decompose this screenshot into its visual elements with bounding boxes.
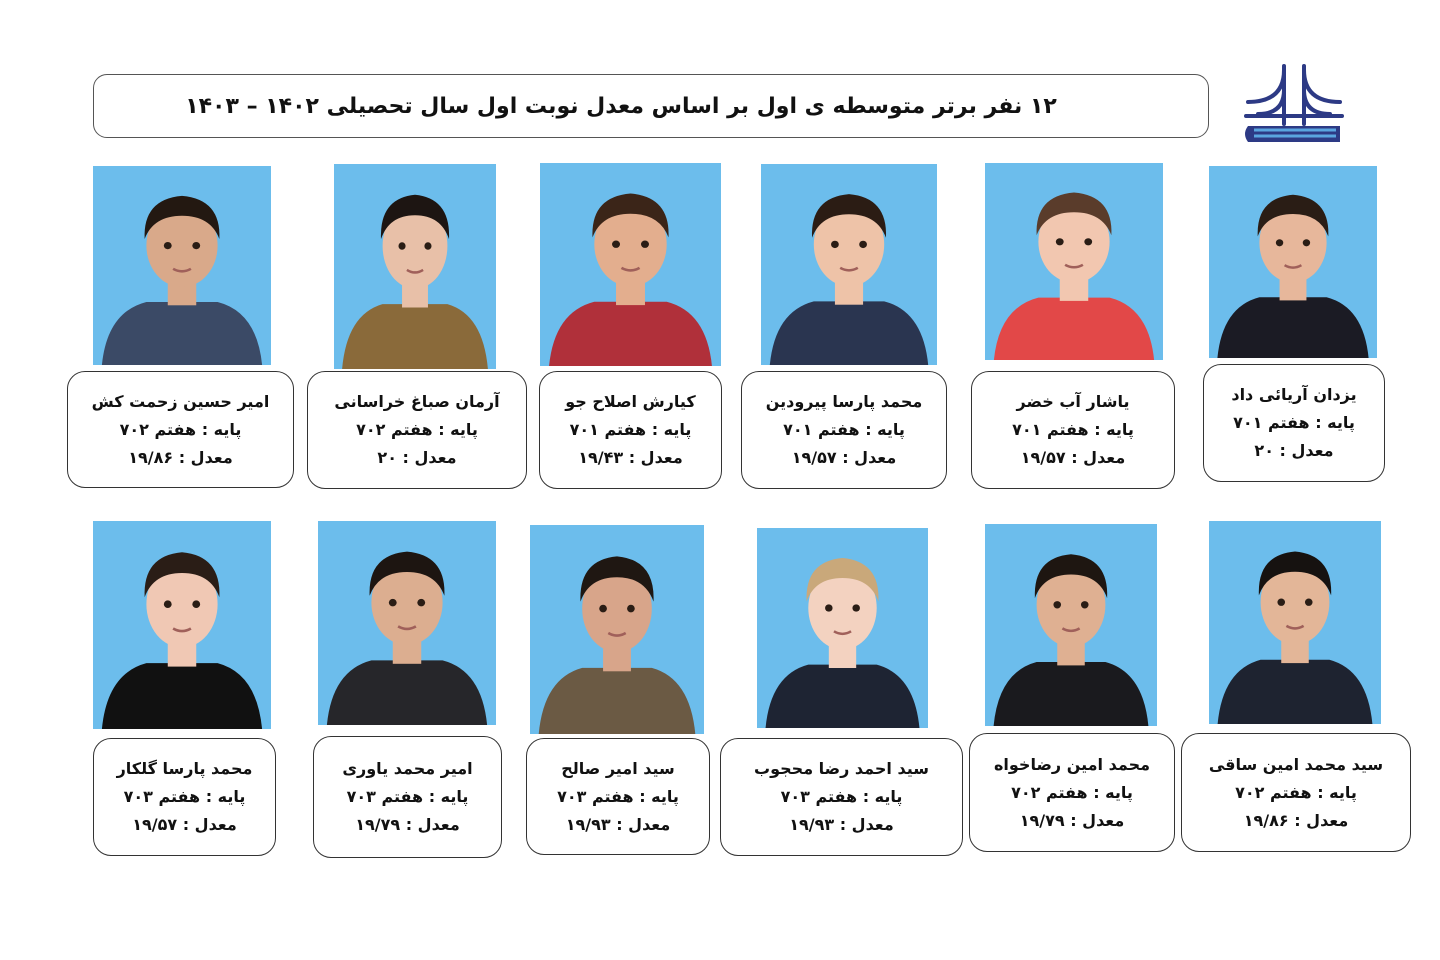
student-name: آرمان صباغ خراسانی [334, 392, 500, 411]
average-value: ۲۰ [1254, 441, 1274, 460]
grade-value: هفتم ۷۰۳ [346, 787, 424, 806]
average-label: معدل : [834, 815, 894, 834]
average-line [540, 447, 721, 469]
school-logo [1244, 62, 1344, 148]
average-label: معدل : [1273, 441, 1334, 460]
student-name: امیر محمد یاوری [342, 759, 473, 778]
student-card [313, 736, 502, 858]
student-photo [1209, 521, 1381, 724]
student-photo [985, 524, 1157, 726]
title-box [93, 74, 1209, 138]
average-label: معدل : [400, 815, 460, 834]
grade-label: پایه : [196, 419, 242, 439]
grade-line [308, 419, 526, 441]
average-label: معدل : [1064, 810, 1125, 830]
average-label: معدل : [623, 448, 683, 467]
grade-label: پایه : [1087, 782, 1133, 802]
grade-line [94, 786, 275, 808]
grade-label: پایه : [200, 787, 246, 806]
grade-value: هفتم ۷۰۳ [557, 786, 634, 806]
grade-label: پایه : [432, 420, 478, 439]
average-line [970, 810, 1174, 832]
average-label: معدل : [836, 448, 897, 467]
student-name: سید محمد امین ساقی [1208, 754, 1384, 774]
grade-value: هفتم ۷۰۱ [1012, 420, 1089, 439]
average-value: ۱۹/۵۷ [132, 815, 178, 834]
average-value: ۱۹/۷۹ [1019, 810, 1065, 830]
grade-line [1204, 412, 1384, 434]
average-value: ۱۹/۵۷ [791, 448, 837, 467]
student-photo [318, 521, 496, 725]
student-name: یاشار آب خضر [1016, 392, 1130, 411]
average-value: ۱۹/۹۳ [565, 814, 611, 834]
student-card [526, 738, 710, 855]
average-value: ۱۹/۹۳ [789, 815, 835, 834]
grade-value: هفتم ۷۰۱ [1233, 413, 1310, 432]
grade-line [742, 419, 946, 441]
grade-label: پایه : [1088, 420, 1134, 439]
grade-label: پایه : [857, 787, 903, 806]
average-line [94, 814, 275, 836]
page-title: ۱۲ نفر برتر متوسطه ی اول بر اساس معدل نوبت اول سال تحصیلی ۱۴۰۲ – ۱۴۰۳ [185, 93, 1057, 119]
student-photo [93, 521, 271, 729]
student-card [969, 733, 1175, 852]
average-label: معدل : [177, 815, 237, 834]
average-label: معدل : [1288, 810, 1349, 830]
grade-value: هفتم ۷۰۲ [1235, 782, 1312, 802]
grade-line [1182, 782, 1410, 804]
grade-line [540, 419, 721, 441]
grade-value: هفتم ۷۰۲ [356, 420, 433, 439]
student-card [720, 738, 963, 856]
average-value: ۲۰ [377, 448, 397, 467]
student-name: سید امیر صالح [561, 758, 675, 778]
grade-value: هفتم ۷۰۱ [783, 420, 860, 439]
student-card [1203, 364, 1385, 482]
grade-value: هفتم ۷۰۱ [569, 420, 647, 439]
student-name: محمد پارسا گلکار [116, 759, 253, 778]
average-value: ۱۹/۸۶ [1243, 810, 1289, 830]
average-line [314, 814, 501, 836]
average-line [972, 447, 1174, 469]
grade-label: پایه : [859, 420, 905, 439]
student-photo [757, 528, 928, 728]
student-photo [761, 164, 937, 365]
student-card [539, 371, 722, 489]
grade-line [972, 419, 1174, 441]
student-photo [93, 166, 271, 365]
student-name: امیر حسین زحمت کش [91, 391, 270, 411]
average-line [1204, 440, 1384, 462]
average-value: ۱۹/۷۹ [355, 815, 401, 834]
grade-label: پایه : [1311, 782, 1357, 802]
average-value: ۱۹/۴۳ [578, 448, 624, 467]
grade-line [68, 419, 293, 441]
student-card [741, 371, 947, 489]
student-card [67, 371, 294, 488]
grade-line [721, 786, 962, 808]
grade-label: پایه : [633, 786, 679, 806]
student-card [307, 371, 527, 489]
student-photo [540, 163, 721, 366]
student-photo [334, 164, 496, 369]
average-line [1182, 810, 1410, 832]
average-line [742, 447, 946, 469]
grade-label: پایه : [423, 787, 469, 806]
student-photo [530, 525, 704, 734]
student-name: محمد پارسا پیرودین [765, 392, 923, 411]
student-card [1181, 733, 1411, 852]
average-label: معدل : [610, 814, 671, 834]
grade-label: پایه : [646, 420, 692, 439]
average-label: معدل : [1065, 448, 1126, 467]
average-value: ۱۹/۵۷ [1020, 448, 1066, 467]
average-line [721, 814, 962, 836]
average-label: معدل : [173, 447, 233, 467]
average-line [527, 814, 709, 836]
student-photo [985, 163, 1163, 360]
student-name: یزدان آریائی داد [1231, 385, 1357, 404]
grade-value: هفتم ۷۰۲ [1011, 782, 1088, 802]
student-photo [1209, 166, 1377, 358]
grade-value: هفتم ۷۰۳ [123, 787, 201, 806]
grade-label: پایه : [1309, 413, 1355, 432]
average-label: معدل : [396, 448, 457, 467]
average-value: ۱۹/۸۶ [128, 447, 174, 467]
student-card [93, 738, 276, 856]
student-card [971, 371, 1175, 489]
average-line [308, 447, 526, 469]
grade-value: هفتم ۷۰۲ [119, 419, 197, 439]
grade-line [970, 782, 1174, 804]
student-name: کیارش اصلاح جو [565, 392, 696, 411]
student-name: محمد امین رضاخواه [993, 754, 1151, 774]
grade-line [527, 786, 709, 808]
average-line [68, 447, 293, 469]
student-name: سید احمد رضا محجوب [754, 759, 929, 778]
grade-value: هفتم ۷۰۳ [780, 787, 858, 806]
grade-line [314, 786, 501, 808]
